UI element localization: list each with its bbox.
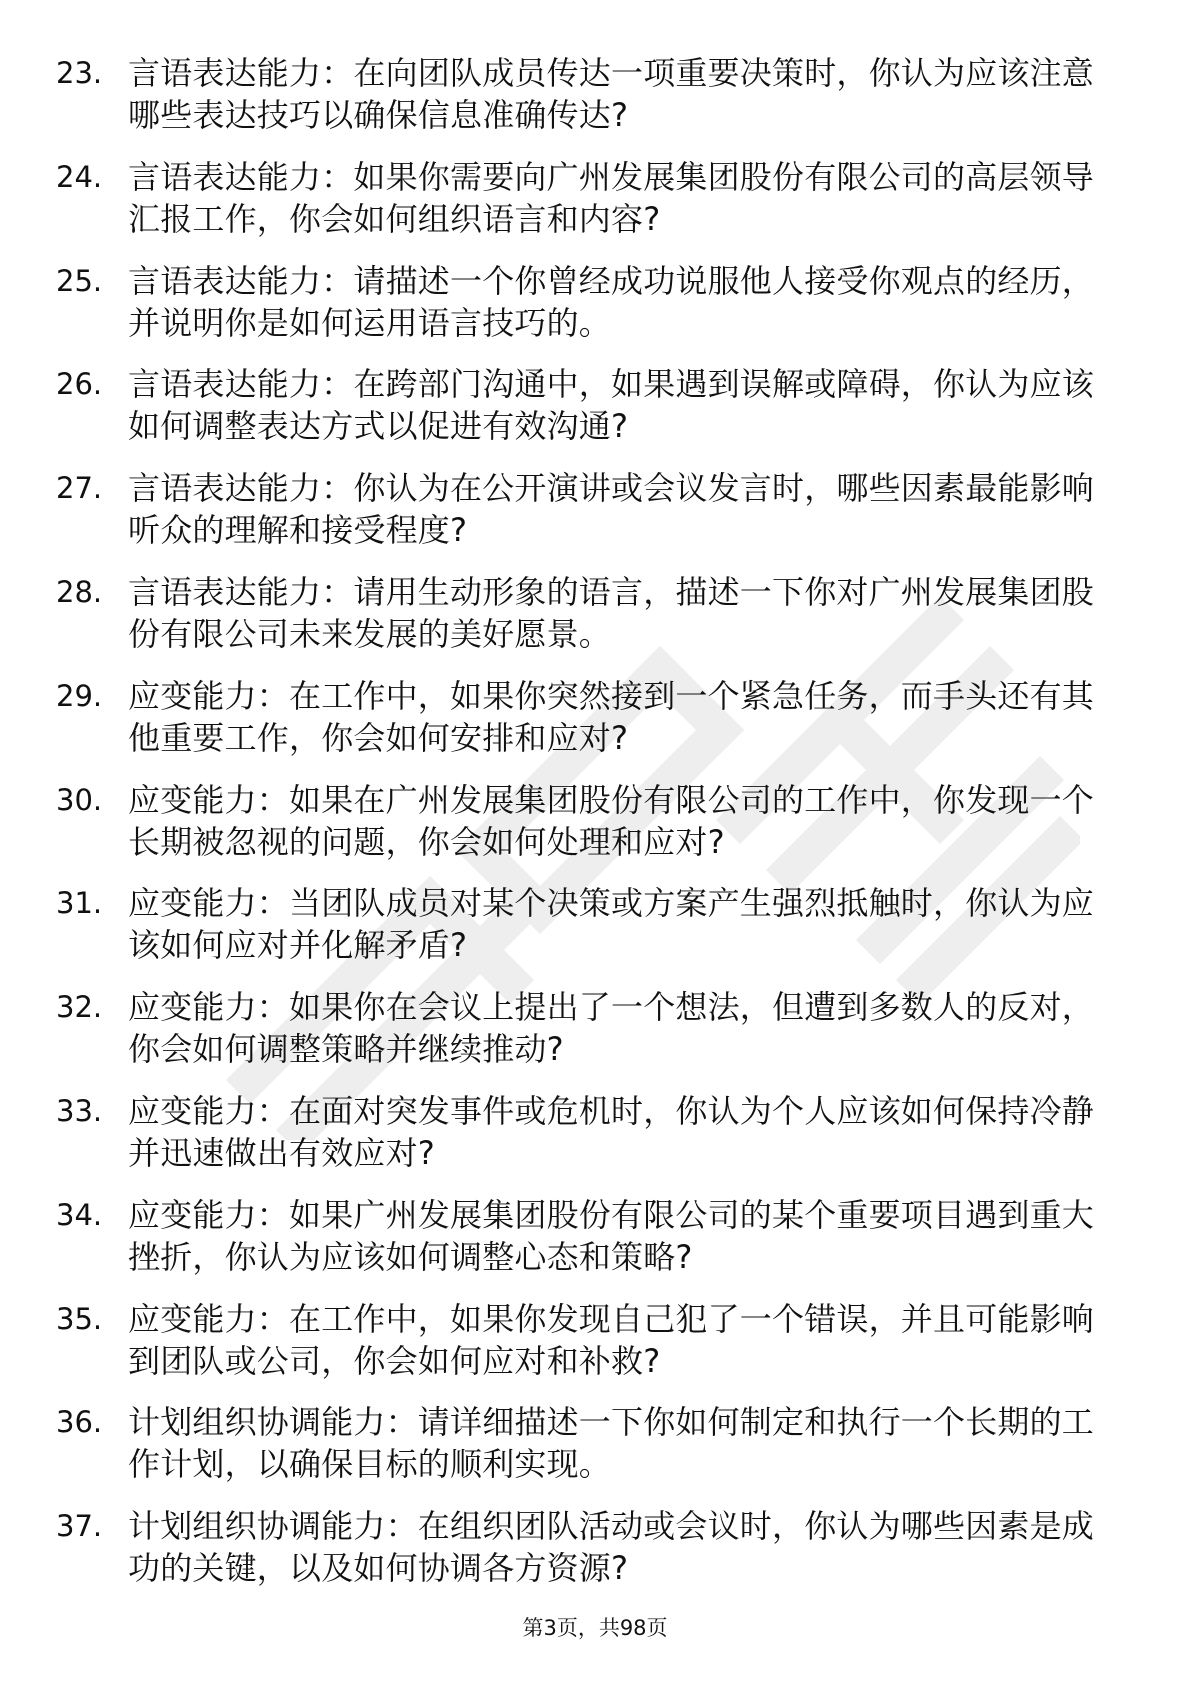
question-item (56, 156, 1116, 260)
question-item (56, 1090, 1116, 1194)
question-item (56, 1194, 1116, 1298)
question-number: 37. (56, 1509, 103, 1544)
question-item (56, 571, 1116, 675)
question-item (56, 52, 1116, 156)
question-number: 35. (56, 1301, 103, 1336)
question-item (56, 1298, 1116, 1402)
question-text: 言语表达能力：如果你需要向广州发展集团股份有限公司的高层领导汇报工作，你会如何组织语言和内容? (128, 157, 1095, 238)
question-text: 应变能力：当团队成员对某个决策或方案产生强烈抵触时，你认为应该如何应对并化解矛盾? (128, 884, 1095, 965)
question-number: 23. (56, 56, 103, 90)
question-text: 言语表达能力：请描述一个你曾经成功说服他人接受你观点的经历，并说明你是如何运用语言技巧的。 (128, 261, 1095, 342)
question-item (56, 1401, 1116, 1505)
question-text: 计划组织协调能力：在组织团队活动或会议时，你认为哪些因素是成功的关键，以及如何协调各方资源? (128, 1507, 1095, 1588)
question-number: 30. (56, 782, 103, 817)
question-text: 计划组织协调能力：请详细描述一下你如何制定和执行一个长期的工作计划，以确保目标的顺利实现。 (128, 1403, 1095, 1484)
question-text: 言语表达能力：在跨部门沟通中，如果遇到误解或障碍，你认为应该如何调整表达方式以促进有效沟通? (128, 365, 1095, 446)
question-number: 36. (56, 1405, 103, 1440)
question-number: 27. (56, 471, 103, 506)
page-footer: 第3页，共98页 (522, 1616, 668, 1640)
question-number: 25. (56, 263, 103, 298)
question-text: 应变能力：如果你在会议上提出了一个想法，但遭到多数人的反对，你会如何调整策略并继续推动? (128, 988, 1095, 1069)
question-text: 应变能力：在工作中，如果你突然接到一个紧急任务，而手头还有其他重要工作，你会如何安排和应对? (128, 676, 1095, 757)
question-text: 言语表达能力：请用生动形象的语言，描述一下你对广州发展集团股份有限公司未来发展的美好愿景。 (128, 572, 1095, 653)
question-number: 33. (56, 1093, 103, 1128)
question-text: 言语表达能力：在向团队成员传达一项重要决策时，你认为应该注意哪些表达技巧以确保信息准确传达? (128, 54, 1095, 134)
question-text: 应变能力：在面对突发事件或危机时，你认为个人应该如何保持冷静并迅速做出有效应对? (128, 1091, 1095, 1172)
question-number: 31. (56, 886, 103, 921)
question-item (56, 882, 1116, 986)
question-text: 应变能力：如果在广州发展集团股份有限公司的工作中，你发现一个长期被忽视的问题，你会如何处理和应对? (128, 780, 1095, 861)
question-item (56, 675, 1116, 779)
question-text: 言语表达能力：你认为在公开演讲或会议发言时，哪些因素最能影响听众的理解和接受程度? (128, 469, 1095, 550)
question-item (56, 1505, 1116, 1609)
question-text: 应变能力：如果广州发展集团股份有限公司的某个重要项目遇到重大挫折，你认为应该如何调整心态和策略? (128, 1195, 1095, 1276)
question-number: 29. (56, 678, 103, 713)
question-number: 26. (56, 367, 103, 402)
question-item (56, 260, 1116, 364)
question-item (56, 779, 1116, 883)
question-item (56, 363, 1116, 467)
question-number: 24. (56, 159, 103, 194)
question-item (56, 467, 1116, 571)
question-text: 应变能力：在工作中，如果你发现自己犯了一个错误，并且可能影响到团队或公司，你会如何应对和补救? (128, 1299, 1095, 1380)
question-number: 34. (56, 1197, 103, 1232)
question-number: 32. (56, 990, 103, 1025)
question-number: 28. (56, 574, 103, 609)
question-list (56, 52, 1116, 1609)
question-item (56, 986, 1116, 1090)
